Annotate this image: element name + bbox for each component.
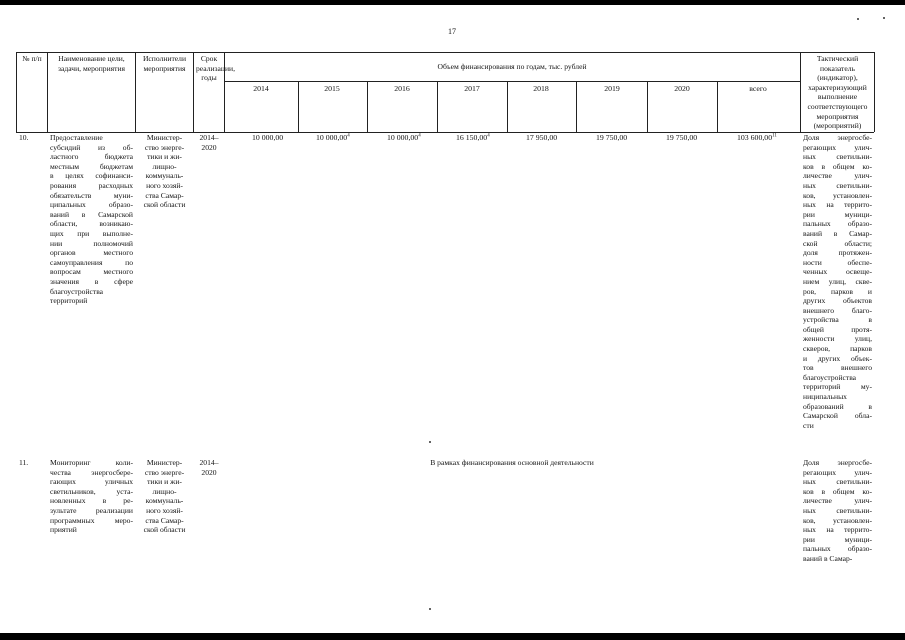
text-line: щих при выполне-: [50, 228, 133, 238]
text-line: ных на террито-: [803, 525, 872, 535]
page-number: 17: [448, 27, 456, 36]
text-line: внешнего благо-: [803, 305, 872, 315]
col-border: [800, 52, 801, 132]
header-financing: Объем финансирования по годам, тыс. рублей: [437, 62, 587, 71]
text-line: субсидий из об-: [50, 142, 133, 152]
text-line: личестве улич-: [803, 496, 872, 506]
header-year-2014: 2014: [253, 84, 269, 93]
text-line: доля протяжен-: [803, 248, 872, 258]
years-header-line: [224, 81, 800, 82]
scan-speck: [429, 441, 431, 443]
text-line: приятий: [50, 525, 77, 535]
row-executors: [137, 133, 192, 210]
text-line: ской области: [143, 200, 186, 210]
text-line: территорий: [50, 296, 88, 306]
text-line: ных светильни-: [803, 505, 872, 515]
row-executors: [137, 458, 192, 535]
table-top-line: [16, 52, 874, 53]
text-line: ности обеспе-: [803, 257, 872, 267]
text-line: зультате реализации: [50, 505, 133, 515]
text-line: ство энерге-: [144, 142, 185, 152]
text-line: нием улиц, скве-: [803, 276, 872, 286]
text-line: 2020: [201, 467, 217, 477]
text-line: ваний в Самар-: [803, 228, 872, 238]
row-name: [50, 133, 133, 306]
col-border: [47, 52, 48, 132]
header-year-2017: 2017: [464, 84, 480, 93]
text-line: ров, парков и: [803, 286, 872, 296]
header-indicator: Тактический показатель (индикатор), характеризующий выполнение соответствующего мероприятия (мероприятий): [807, 54, 868, 131]
text-line: женности улиц,: [803, 334, 872, 344]
text-line: ных на террито-: [803, 200, 872, 210]
row-number: 10.: [19, 133, 29, 142]
header-year-2015: 2015: [324, 84, 340, 93]
text-line: значения в сфере: [50, 276, 133, 286]
text-line: ков в общем ко-: [803, 486, 872, 496]
text-line: рии муници-: [803, 209, 872, 219]
text-line: ской области;: [803, 238, 872, 248]
text-line: ства Самар-: [145, 515, 184, 525]
header-number: № п/п: [22, 54, 42, 63]
text-line: Министер-: [146, 458, 183, 467]
row-name: [50, 458, 133, 535]
text-line: скверов, парков: [803, 344, 872, 354]
text-line: ного хозяй-: [146, 180, 183, 190]
col-border: [717, 81, 718, 132]
col-border: [437, 81, 438, 132]
text-line: 2020: [201, 142, 217, 152]
text-line: лищно-: [152, 486, 177, 496]
text-line: сти: [803, 420, 814, 430]
text-line: благоустройства: [803, 372, 857, 382]
bottom-border: [0, 633, 905, 640]
header-executors: Исполнители мероприятия: [142, 54, 187, 73]
text-line: Мониторинг коли-: [50, 458, 133, 467]
text-line: в целях софинанси-: [50, 171, 133, 181]
row-financing-note: В рамках финансирования основной деятельности: [430, 458, 594, 467]
text-line: вопросам местного: [50, 267, 133, 277]
top-border: [0, 0, 905, 5]
amount-2015: 10 000,00$^4$: [316, 133, 350, 142]
text-line: общей протя-: [803, 324, 872, 334]
text-line: ков, установлен-: [803, 190, 872, 200]
amount-2019: 19 750,00: [596, 133, 628, 142]
amount-2014: 10 000,00: [252, 133, 284, 142]
row-term: [196, 133, 222, 152]
header-year-2016: 2016: [394, 84, 410, 93]
text-line: тов внешнего: [803, 363, 872, 373]
text-line: 2014–: [199, 133, 219, 142]
text-line: рования расходных: [50, 180, 133, 190]
text-line: других объектов: [803, 296, 872, 306]
text-line: территорий му-: [803, 382, 872, 392]
col-border: [16, 52, 17, 132]
text-line: обязательств муни-: [50, 190, 133, 200]
text-line: ципальных образо-: [50, 200, 133, 210]
financing-table: [16, 52, 874, 634]
text-line: местным бюджетам: [50, 161, 133, 171]
text-line: пальных образо-: [803, 219, 872, 229]
text-line: и других объек-: [803, 353, 872, 363]
text-line: ков в общем ко-: [803, 161, 872, 171]
amount-2017: 16 150,00$^4$: [456, 133, 490, 142]
row-term: [196, 458, 222, 477]
text-line: ных светильни-: [803, 477, 872, 487]
col-border: [507, 81, 508, 132]
text-line: устройства в: [803, 315, 872, 325]
row-indicator: [803, 133, 872, 430]
text-line: Самарской обла-: [803, 411, 872, 421]
text-line: ской области: [143, 525, 186, 535]
row-indicator: [803, 458, 872, 564]
scan-speck: [857, 18, 859, 20]
text-line: ваний в Самар-: [803, 553, 853, 563]
text-line: Предоставление: [50, 133, 103, 142]
text-line: коммуналь-: [145, 171, 184, 181]
text-line: коммуналь-: [145, 496, 184, 506]
text-line: Доля энергосбе-: [803, 458, 872, 467]
text-line: лищно-: [152, 161, 177, 171]
scan-speck: [429, 608, 431, 610]
text-line: ниципальных: [803, 392, 847, 402]
text-line: ных светильни-: [803, 152, 872, 162]
col-border: [576, 81, 577, 132]
text-line: регающих улич-: [803, 142, 872, 152]
text-line: области, возникаю-: [50, 219, 133, 229]
text-line: ченных освеще-: [803, 267, 872, 277]
amount-2018: 17 950,00: [526, 133, 558, 142]
text-line: ство энерге-: [144, 467, 185, 477]
text-line: регающих улич-: [803, 467, 872, 477]
scan-speck: [883, 17, 885, 19]
header-name: Наименование цели, задачи, мероприятия: [57, 54, 126, 73]
text-line: ных светильни-: [803, 180, 872, 190]
text-line: 2014–: [199, 458, 219, 467]
text-line: рии муници-: [803, 534, 872, 544]
text-line: Министер-: [146, 133, 183, 142]
text-line: самоуправления по: [50, 257, 133, 267]
header-total: всего: [749, 84, 767, 93]
text-line: ков, установлен-: [803, 515, 872, 525]
text-line: программных меро-: [50, 515, 133, 525]
text-line: ства Самар-: [145, 190, 184, 200]
col-border: [367, 81, 368, 132]
amount-2016: 10 000,00$^4$: [387, 133, 421, 142]
col-border: [647, 81, 648, 132]
header-year-2020: 2020: [674, 84, 690, 93]
text-line: нии полномочий: [50, 238, 133, 248]
text-line: ного хозяй-: [146, 505, 183, 515]
col-border: [874, 52, 875, 132]
text-line: Доля энергосбе-: [803, 133, 872, 142]
text-line: чества энергосбере-: [50, 467, 133, 477]
text-line: пальных образо-: [803, 544, 872, 554]
header-year-2019: 2019: [604, 84, 620, 93]
text-line: благоустройства: [50, 286, 104, 296]
text-line: гающих уличных: [50, 477, 133, 487]
text-line: светильников, уста-: [50, 486, 133, 496]
text-line: ластного бюджета: [50, 152, 133, 162]
text-line: личестве улич-: [803, 171, 872, 181]
header-year-2018: 2018: [533, 84, 549, 93]
col-border: [298, 81, 299, 132]
col-border: [135, 52, 136, 132]
header-term: Срок реализации, годы: [196, 54, 236, 83]
col-border: [193, 52, 194, 132]
text-line: тики и жи-: [147, 152, 182, 162]
row-number: 11.: [19, 458, 29, 467]
amount-2020: 19 750,00: [666, 133, 698, 142]
text-line: ваний в Самарской: [50, 209, 133, 219]
text-line: органов местного: [50, 248, 133, 258]
amount-total: 103 600,00$^{11}$: [737, 133, 777, 142]
text-line: тики и жи-: [147, 477, 182, 487]
text-line: образований в: [803, 401, 872, 411]
text-line: новленных в ре-: [50, 496, 133, 506]
